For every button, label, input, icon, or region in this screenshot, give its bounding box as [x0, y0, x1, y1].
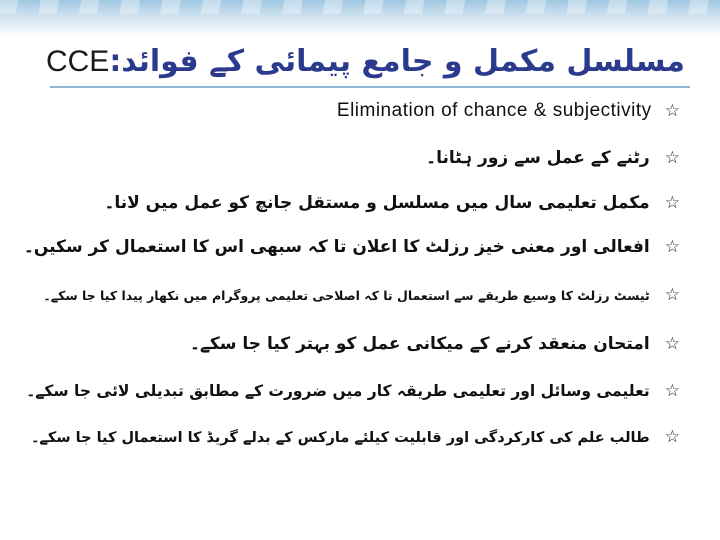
bullet-text: Elimination of chance & subjectivity — [336, 100, 652, 121]
star-icon: ☆ — [664, 101, 680, 121]
star-icon: ☆ — [664, 285, 680, 305]
title-prefix: CCE — [45, 45, 110, 78]
bullet-item — [31, 427, 680, 447]
bullet-text: ٹیسٹ رزلٹ کا وسیع طریقے سے استعمال تا کہ اصلاحی تعلیمی پروگرام میں نکھار پیدا کیا جا سکے۔ — [43, 288, 650, 303]
bullet-text: طالب علم کی کارکردگی اور قابلیت کیلئے مارکس کے بدلے گریڈ کا استعمال کیا جا سکے۔ — [30, 430, 650, 446]
bullet-item — [104, 192, 680, 213]
title-urdu: مسلسل مکمل و جامع پیمائی کے فوائد: — [109, 44, 685, 79]
bullet-text: مکمل تعلیمی سال میں مسلسل و مستقل جانچ کو عمل میں لانا۔ — [104, 193, 650, 213]
star-icon: ☆ — [664, 148, 680, 168]
bullet-item — [337, 100, 680, 122]
bullet-text: امتحان منعقد کرنے کے میکانی عمل کو بہتر کیا جا سکے۔ — [189, 334, 650, 354]
bullet-item — [43, 285, 680, 305]
bullet-item — [24, 236, 680, 257]
star-icon: ☆ — [664, 193, 680, 213]
star-icon: ☆ — [664, 334, 680, 354]
bullet-item — [426, 147, 680, 168]
star-icon: ☆ — [664, 427, 680, 447]
star-icon: ☆ — [664, 237, 680, 257]
bullet-text: افعالی اور معنی خیز رزلٹ کا اعلان تا کہ سبھی اس کا استعمال کر سکیں۔ — [23, 237, 650, 257]
bullet-item — [26, 381, 680, 401]
bullet-text: رٹنے کے عمل سے زور ہٹانا۔ — [426, 148, 650, 168]
star-icon: ☆ — [664, 381, 680, 401]
bullet-text: تعلیمی وسائل اور تعلیمی طریقہ کار میں ضرورت کے مطابق تبدیلی لائی جا سکے۔ — [26, 382, 650, 400]
bullet-item — [190, 333, 680, 354]
